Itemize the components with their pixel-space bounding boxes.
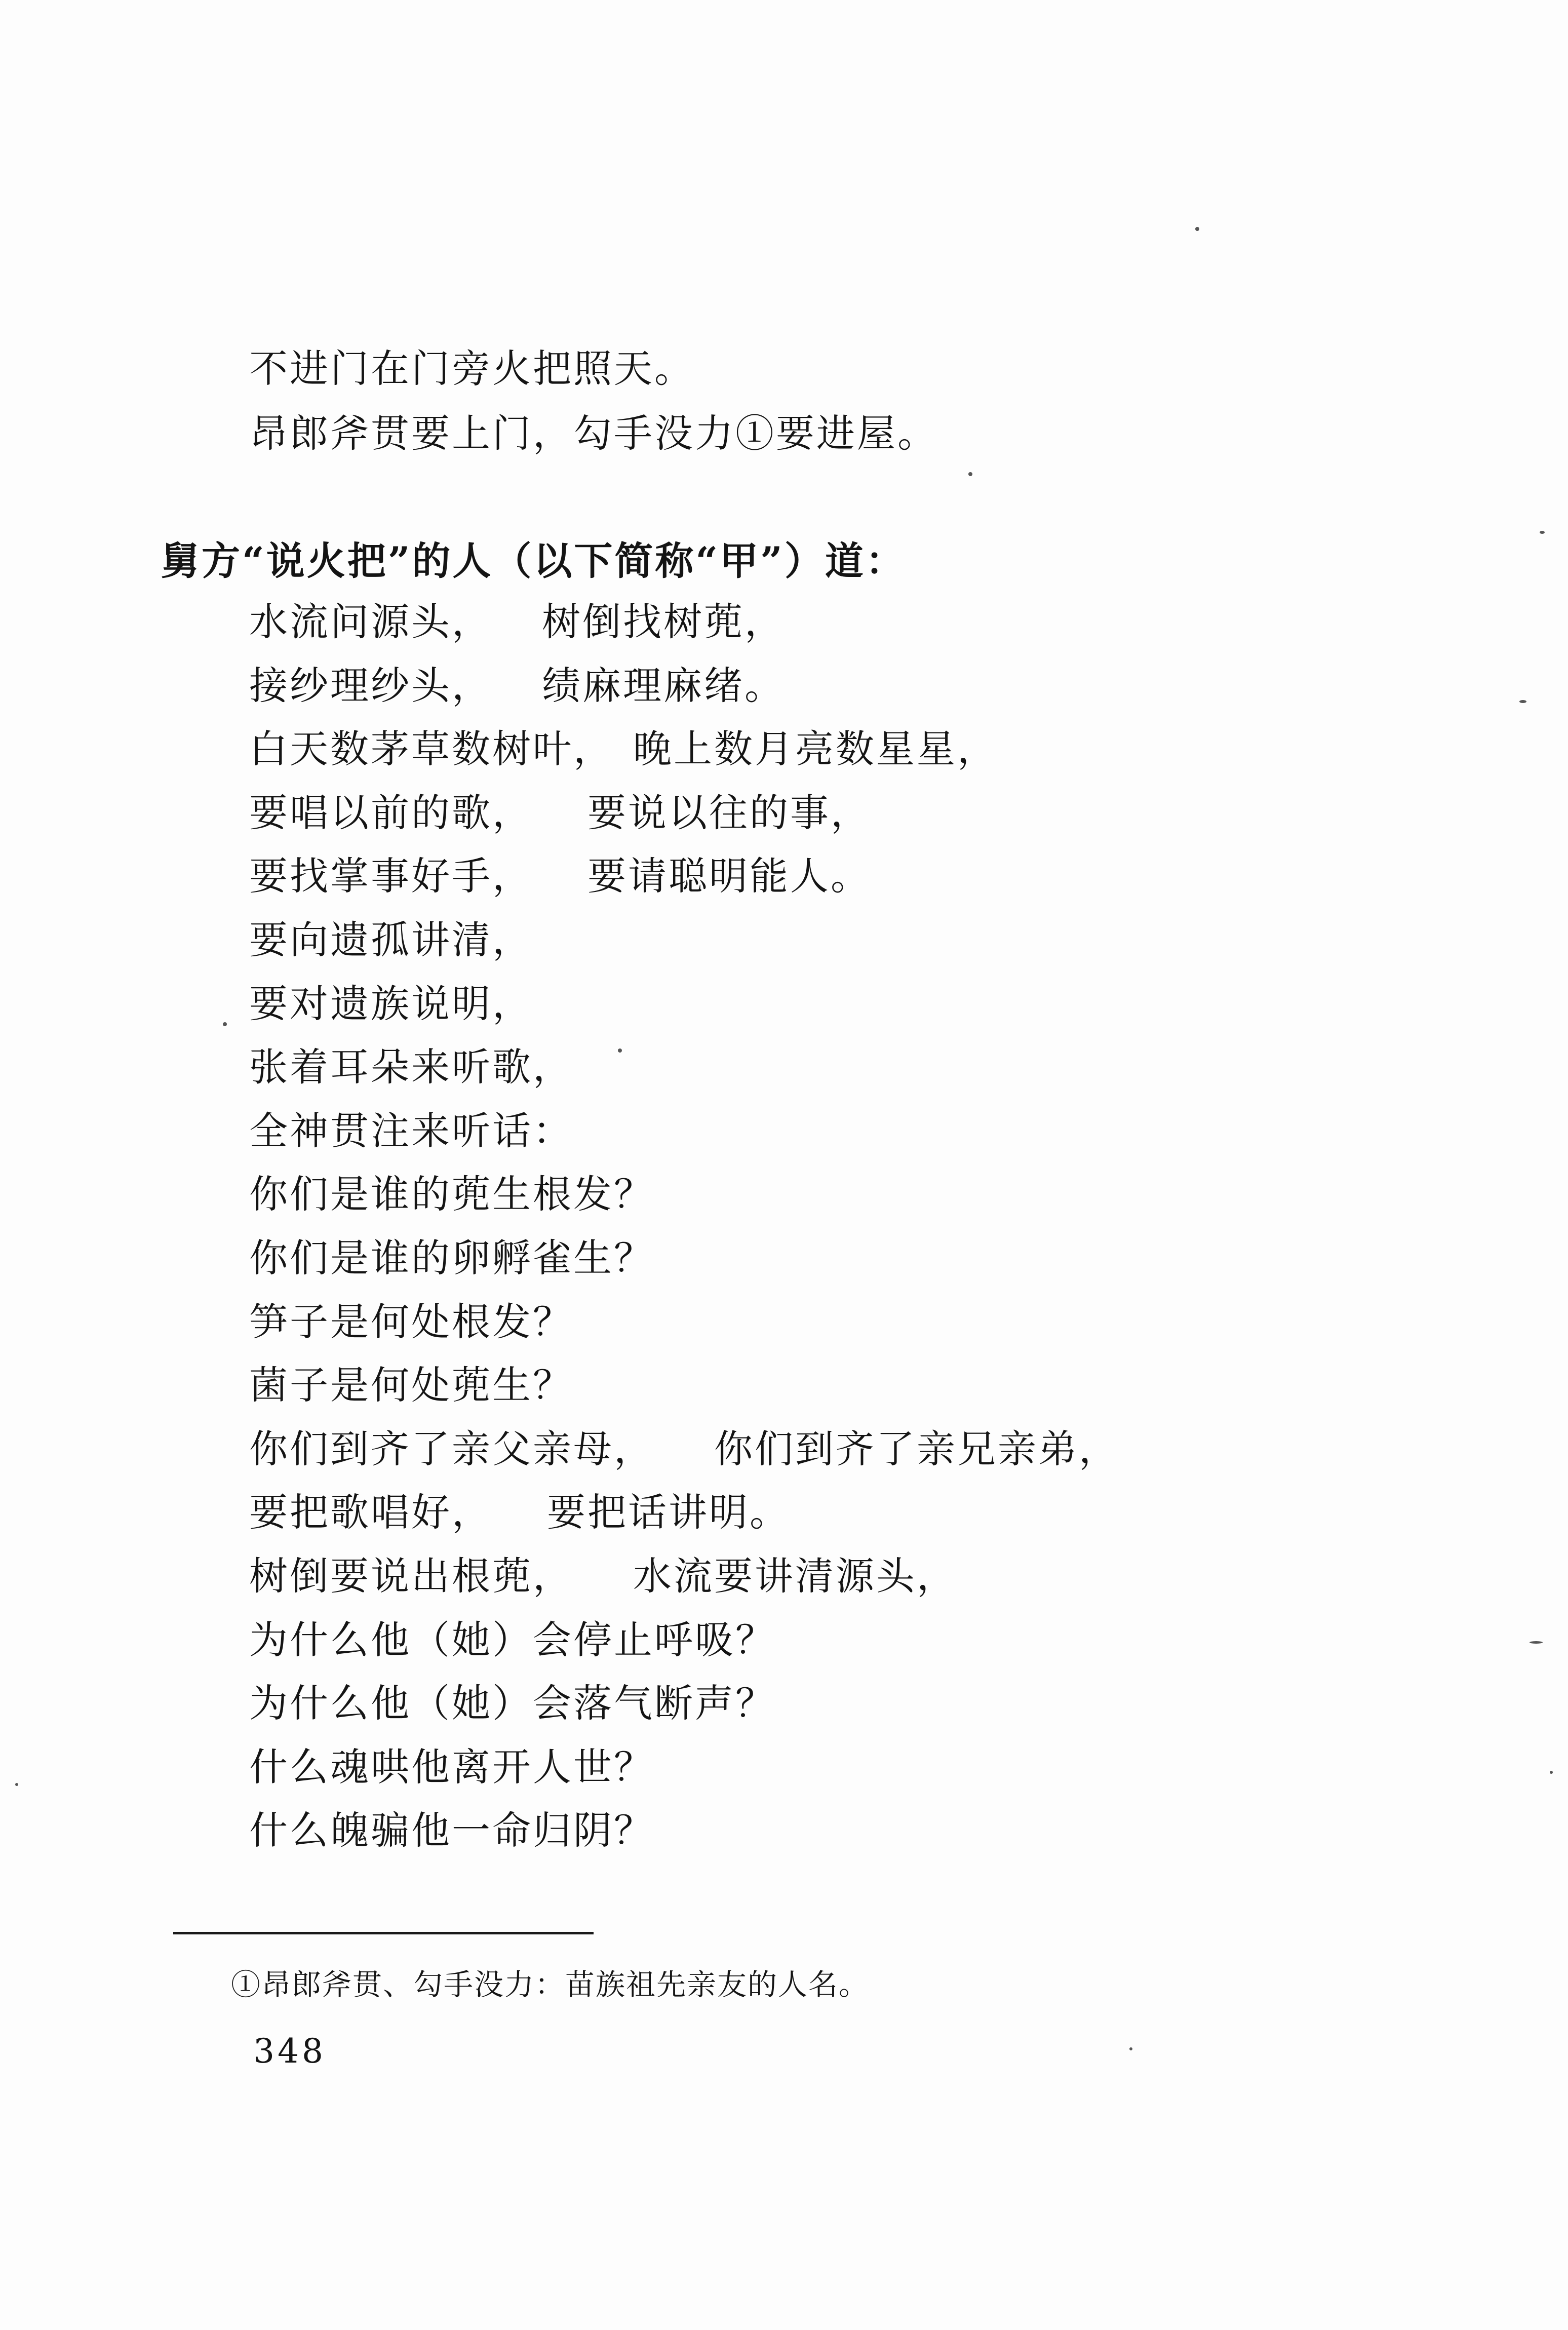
verse-line [249, 980, 533, 1028]
verse-line [249, 1552, 957, 1601]
verse-first-half: 你们是谁的蔸生根发？ [249, 1172, 654, 1217]
verse-first-half: 什么魄骗他一命归阴？ [249, 1808, 654, 1853]
verse-first-half: 你们到齐了亲父亲母， [249, 1426, 654, 1471]
footnote: ①昂郎斧贯、勾手没力：苗族祖先亲友的人名。 [231, 1967, 870, 2002]
scan-speck [1519, 700, 1526, 703]
verse-second-half: 要把话讲明。 [547, 1490, 790, 1535]
verse-first-half: 你们是谁的卵孵雀生？ [249, 1235, 654, 1280]
scan-speck [618, 1048, 622, 1053]
verse-second-half: 晚上数月亮数星星， [633, 726, 998, 772]
verse-first-half: 要对遗族说明， [249, 981, 533, 1026]
verse-first-half: 要把歌唱好， [249, 1490, 492, 1535]
verse-line [249, 1679, 776, 1728]
verse-line [249, 1361, 573, 1410]
verse-line [249, 1425, 1119, 1473]
verse-first-half: 张着耳朵来听歌， [249, 1044, 573, 1090]
verse-first-half: 要找掌事好手， [249, 853, 533, 899]
verse-line [249, 1298, 573, 1346]
scan-speck [1530, 1641, 1543, 1644]
verse-second-half: 水流要讲清源头， [633, 1554, 957, 1599]
verse-line [249, 789, 871, 837]
verse-first-half: 树倒要说出根蔸， [249, 1554, 573, 1599]
verse-first-half: 接纱理纱头， [249, 663, 492, 708]
verse-first-half: 白天数茅草数树叶， [249, 726, 614, 772]
verse-line [249, 725, 998, 773]
scan-speck [1195, 227, 1199, 231]
verse-second-half: 要说以往的事， [587, 790, 871, 835]
verse-line [249, 916, 533, 964]
verse-first-half: 为什么他（她）会落气断声？ [249, 1681, 776, 1726]
verse-first-half: 要向遗孤讲清， [249, 917, 533, 962]
footnote-divider [173, 1932, 594, 1934]
verse-line [249, 1170, 654, 1219]
verse-second-half: 要请聪明能人。 [587, 853, 871, 899]
scan-speck [1129, 2047, 1132, 2050]
verse-line [249, 1234, 654, 1283]
verse-line [249, 1616, 776, 1664]
scan-speck [15, 1783, 18, 1786]
verse-first-half: 要唱以前的歌， [249, 790, 533, 835]
verse-line [249, 1488, 790, 1537]
verse-first-half: 为什么他（她）会停止呼吸？ [249, 1617, 776, 1662]
verse-second-half: 树倒找树蔸， [542, 599, 785, 644]
verse-second-half: 绩麻理麻绪。 [542, 663, 785, 708]
verse-line [249, 1806, 654, 1855]
verse-first-half: 水流问源头， [249, 599, 492, 644]
verse-line [249, 1107, 573, 1155]
verse-first-half: 笋子是何处根发？ [249, 1299, 573, 1344]
verse-line [249, 598, 785, 646]
verse-first-half: 菌子是何处蔸生？ [249, 1363, 573, 1408]
verse-line [249, 852, 871, 901]
scan-speck [968, 472, 972, 476]
scan-speck [1550, 1771, 1553, 1774]
verse-line: 不进门在门旁火把照天。 [249, 346, 695, 391]
verse-first-half: 什么魂哄他离开人世？ [249, 1744, 654, 1790]
scan-speck [223, 1022, 227, 1026]
verse-second-half: 你们到齐了亲兄亲弟， [714, 1426, 1119, 1471]
verse-line [249, 662, 785, 710]
verse-line [249, 1743, 654, 1792]
scan-speck [1540, 531, 1545, 534]
verse-line [249, 1043, 573, 1092]
page-number: 348 [253, 2032, 326, 2071]
verse-line: 昂郎斧贯要上门，勾手没力①要进屋。 [249, 411, 938, 456]
speaker-intro: 舅方“说火把”的人（以下简称“甲”）道： [161, 538, 906, 584]
verse-first-half: 全神贯注来听话： [249, 1108, 573, 1153]
